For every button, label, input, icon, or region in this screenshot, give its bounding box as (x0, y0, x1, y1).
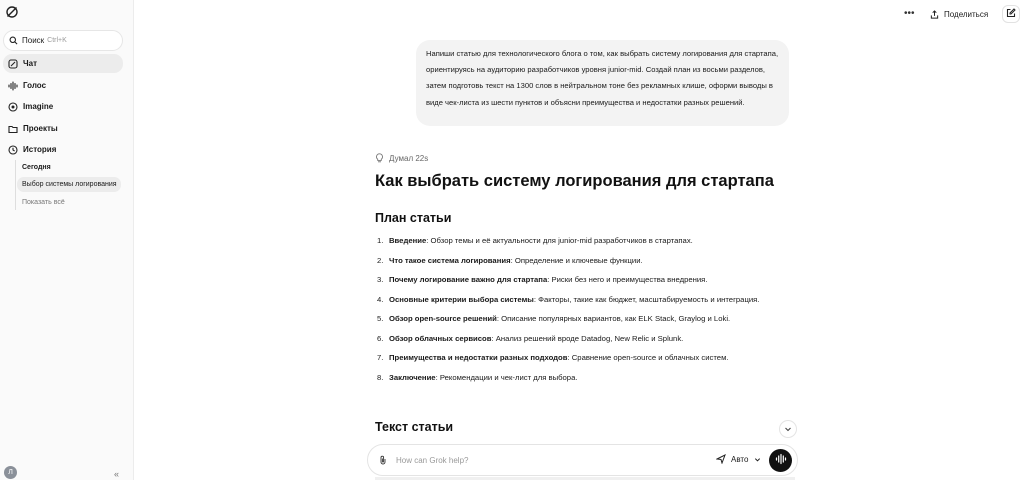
history-divider (15, 160, 16, 210)
voice-wave-icon (775, 452, 787, 470)
list-item: 4. Основные критерии выбора системы: Факторы, такие как бюджет, масштабируемость и интеграция. (377, 294, 760, 304)
list-item: 8. Заключение: Рекомендации и чек-лист для выбора. (377, 372, 578, 382)
attach-icon[interactable] (379, 455, 387, 465)
edit-icon (1006, 5, 1016, 23)
share-icon (930, 10, 939, 19)
thought-indicator[interactable] (375, 153, 428, 163)
chevron-down-icon (754, 456, 761, 463)
mode-selector[interactable] (716, 454, 761, 464)
show-all-link[interactable]: Показать всё (22, 199, 65, 206)
more-options-icon[interactable]: ••• (904, 8, 915, 19)
scroll-down-button[interactable] (779, 420, 797, 438)
sidebar-item-label: Imagine (23, 102, 54, 111)
sidebar-item-chat[interactable] (3, 54, 123, 73)
list-item: 1. Введение: Обзор темы и её актуальности для junior-mid разработчиков в стартапах. (377, 236, 693, 245)
sidebar-item-imagine[interactable] (3, 97, 123, 116)
grok-logo-icon[interactable] (5, 5, 19, 19)
sidebar (0, 0, 134, 480)
sidebar-item-history[interactable] (3, 140, 123, 159)
list-item: 2. Что такое система логирования: Определение и ключевые функции. (377, 255, 643, 265)
share-label: Поделиться (944, 9, 989, 19)
folder-icon (8, 124, 18, 134)
new-chat-button[interactable] (1002, 5, 1020, 23)
mode-label: Авто (731, 454, 749, 464)
sidebar-item-label: История (23, 145, 57, 154)
send-arrow-icon (716, 454, 726, 464)
chat-icon (8, 59, 18, 69)
sidebar-item-projects[interactable] (3, 119, 123, 138)
plan-heading: План статьи (375, 211, 452, 225)
sidebar-item-voice[interactable] (3, 76, 123, 95)
list-item: 7. Преимущества и недостатки разных подходов: Сравнение open-source и облачных систем. (377, 353, 729, 362)
list-item: 3. Почему логирование важно для стартапа: Риски без него и преимущества внедрения. (377, 275, 708, 284)
collapse-sidebar-icon[interactable]: « (114, 469, 120, 479)
history-group-today: Сегодня (22, 164, 51, 171)
search-icon (9, 32, 18, 50)
user-message-bubble: Напиши статью для технологического блога о том, как выбрать систему логирования для стартапа, ориентируясь на аудиторию разработчиков уровня junior-mid. Создай план из восьми разделов, затем подготовь текст на 1300 слов в нейтральном тоне без рекламных клише, оформи выводы в виде чек-листа из шести пунктов и объясни преимущества и недостатки разных решений. (416, 40, 789, 126)
list-item: 5. Обзор open-source решений: Описание популярных вариантов, как ELK Stack, Graylog и Loki. (377, 314, 731, 323)
voice-wave-icon (8, 81, 18, 91)
avatar[interactable]: Л (4, 466, 17, 479)
article-title: Как выбрать систему логирования для стартапа (375, 172, 774, 190)
sidebar-item-label: Чат (23, 59, 37, 68)
sidebar-item-label: Проекты (23, 124, 58, 133)
lightbulb-icon (375, 153, 384, 163)
list-item: 6. Обзор облачных сервисов: Анализ решений вроде Datadog, New Relic и Splunk. (377, 333, 684, 343)
message-input[interactable] (396, 456, 696, 465)
plan-list (375, 234, 795, 390)
composer (367, 444, 798, 476)
imagine-icon (8, 102, 18, 112)
thought-label: Думал 22s (389, 153, 429, 163)
share-button[interactable] (926, 5, 992, 23)
search-button[interactable] (3, 30, 123, 51)
sidebar-item-label: Голос (23, 81, 47, 90)
search-label: Поиск (22, 36, 45, 45)
history-icon (8, 145, 18, 155)
history-item-current[interactable]: Выбор системы логирования (17, 177, 121, 192)
chevron-down-icon (784, 420, 792, 438)
voice-mode-button[interactable] (769, 449, 792, 472)
search-shortcut: Ctrl+K (47, 37, 67, 44)
text-heading: Текст статьи (375, 420, 454, 434)
